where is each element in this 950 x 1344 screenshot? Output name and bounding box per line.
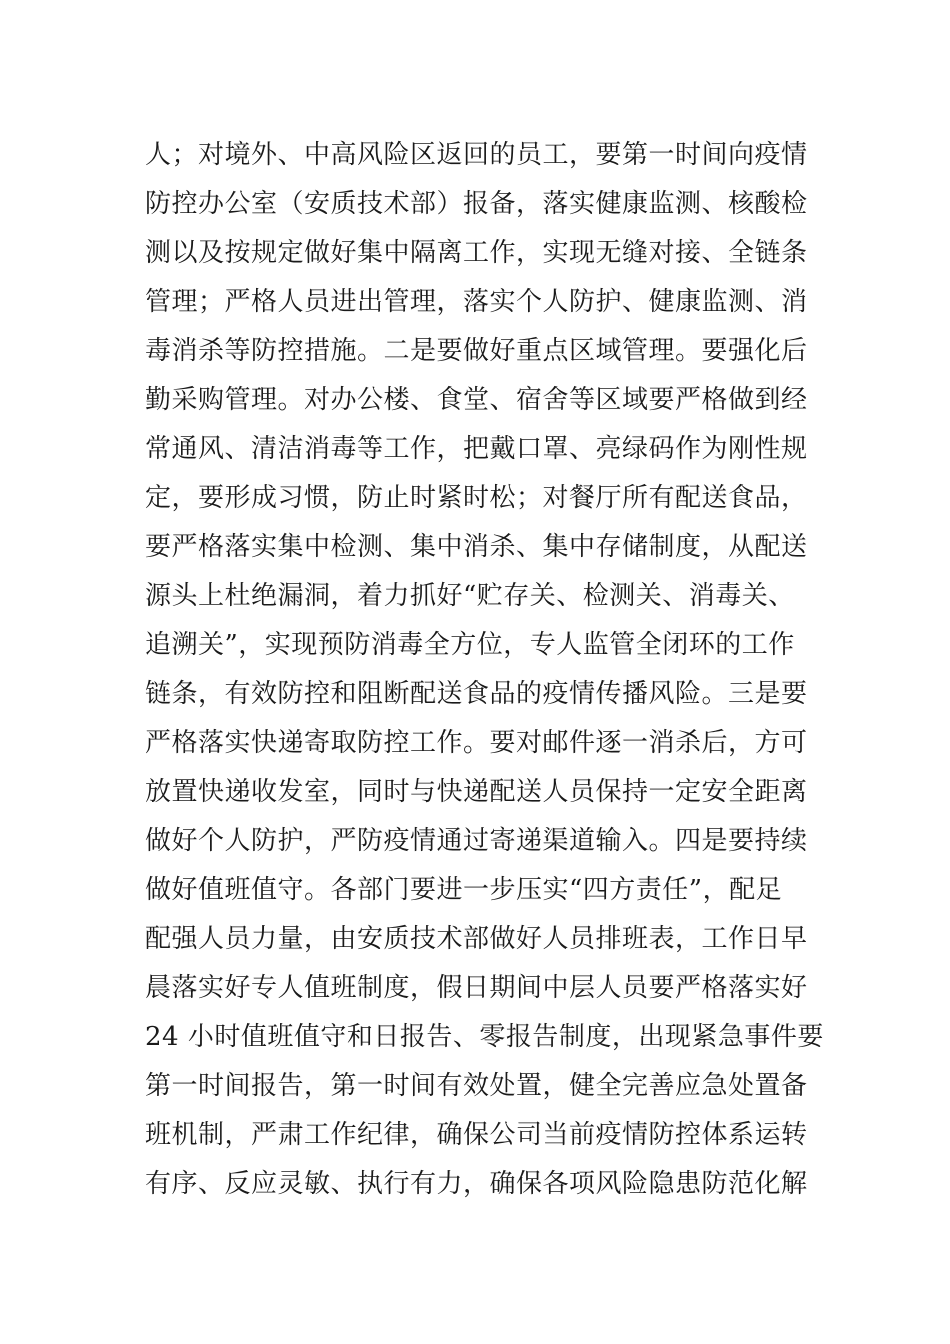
text-line: 防控办公室（安质技术部）报备，落实健康监测、核酸检 <box>145 189 808 219</box>
text-line: 链条，有效防控和阻断配送食品的疫情传播风险。三是要 <box>145 679 808 709</box>
text-line: 做好值班值守。各部门要进一步压实“四方责任”，配足 <box>145 875 783 905</box>
text-line: 毒消杀等防控措施。二是要做好重点区域管理。要强化后 <box>145 336 808 366</box>
text-line: 放置快递收发室，同时与快递配送人员保持一定安全距离 <box>145 777 808 807</box>
text-line: 24 小时值班值守和日报告、零报告制度，出现紧急事件要 <box>145 1022 824 1052</box>
text-line: 有序、反应灵敏、执行有力，确保各项风险隐患防范化解 <box>145 1169 808 1199</box>
text-line: 要严格落实集中检测、集中消杀、集中存储制度，从配送 <box>145 532 808 562</box>
text-line: 追溯关”，实现预防消毒全方位，专人监管全闭环的工作 <box>145 630 795 660</box>
text-line: 测以及按规定做好集中隔离工作，实现无缝对接、全链条 <box>145 238 808 268</box>
text-line: 常通风、清洁消毒等工作，把戴口罩、亮绿码作为刚性规 <box>145 434 808 464</box>
text-line: 晨落实好专人值班制度，假日期间中层人员要严格落实好 <box>145 973 808 1003</box>
text-line: 源头上杜绝漏洞，着力抓好“贮存关、检测关、消毒关、 <box>145 581 795 611</box>
text-line: 勤采购管理。对办公楼、食堂、宿舍等区域要严格做到经 <box>145 385 808 415</box>
text-line: 做好个人防护，严防疫情通过寄递渠道输入。四是要持续 <box>145 826 808 856</box>
text-line: 严格落实快递寄取防控工作。要对邮件逐一消杀后，方可 <box>145 728 808 758</box>
text-line: 配强人员力量，由安质技术部做好人员排班表，工作日早 <box>145 924 808 954</box>
text-line: 第一时间报告，第一时间有效处置，健全完善应急处置备 <box>145 1071 808 1101</box>
text-line: 管理；严格人员进出管理，落实个人防护、健康监测、消 <box>145 287 808 317</box>
text-line: 人；对境外、中高风险区返回的员工，要第一时间向疫情 <box>145 140 808 170</box>
text-line: 班机制，严肃工作纪律，确保公司当前疫情防控体系运转 <box>145 1120 808 1150</box>
text-line: 定，要形成习惯，防止时紧时松；对餐厅所有配送食品， <box>145 483 808 513</box>
body-paragraph <box>145 131 824 1209</box>
